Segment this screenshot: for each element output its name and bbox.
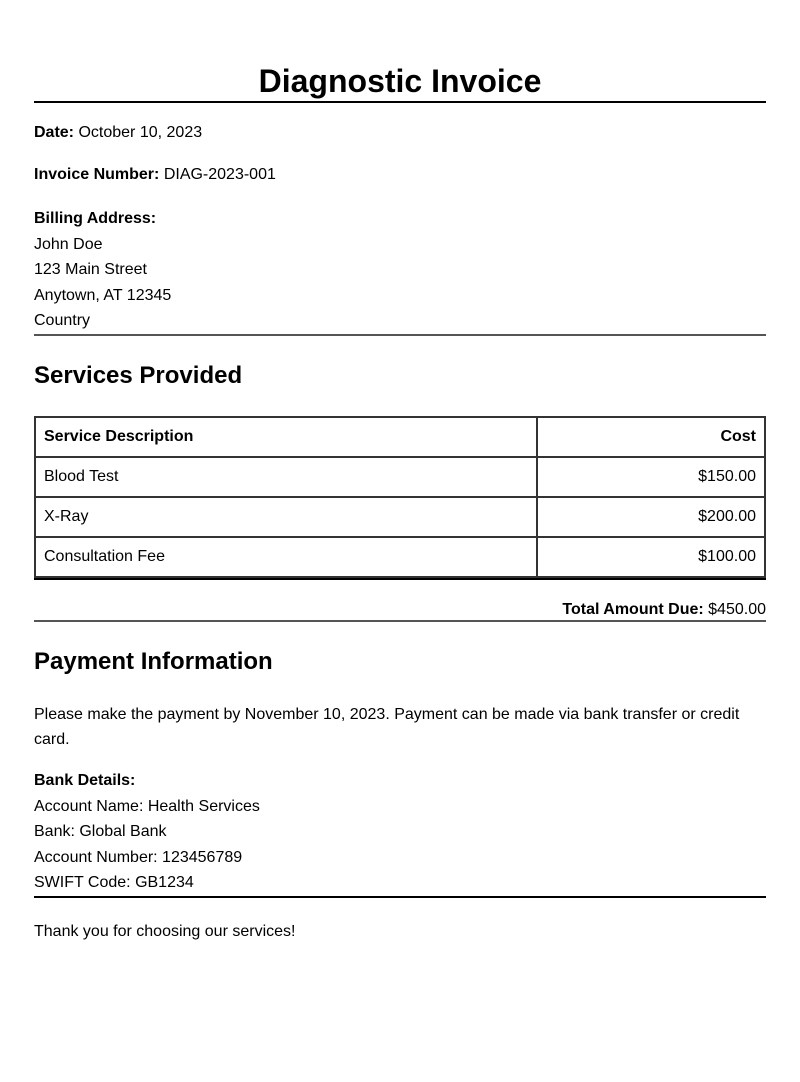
divider — [34, 101, 766, 103]
table-header-row — [35, 417, 765, 457]
divider — [34, 578, 766, 580]
bank-details — [34, 768, 766, 896]
invoice-number — [34, 165, 766, 185]
bank-line: Account Number: 123456789 — [34, 848, 243, 866]
divider — [34, 334, 766, 336]
column-header-cost: Cost — [537, 417, 765, 457]
services-table — [34, 416, 766, 578]
table-row — [35, 457, 765, 497]
table-row — [35, 537, 765, 577]
total-label: Total Amount Due: — [562, 600, 704, 618]
address-line: Country — [34, 312, 91, 330]
thank-you-note: Thank you for choosing our services! — [34, 922, 296, 940]
service-cost: $150.00 — [537, 457, 765, 497]
bank-details-label: Bank Details: — [34, 771, 136, 789]
invoice-number-label: Invoice Number: — [34, 166, 160, 183]
date-value: October 10, 2023 — [78, 124, 203, 141]
address-line: Anytown, AT 12345 — [34, 286, 172, 304]
address-line: John Doe — [34, 235, 103, 253]
service-description: X-Ray — [35, 497, 537, 537]
page-title: Diagnostic Invoice — [258, 63, 542, 99]
bank-line: Bank: Global Bank — [34, 823, 167, 841]
address-line: 123 Main Street — [34, 261, 147, 279]
invoice-number-value: DIAG-2023-001 — [163, 166, 276, 183]
payment-heading: Payment Information — [34, 647, 273, 675]
payment-instructions: Please make the payment by November 10, 2023. Payment can be made via bank transfer or credit card. — [34, 705, 740, 748]
bank-line: SWIFT Code: GB1234 — [34, 874, 194, 892]
service-description: Blood Test — [35, 457, 537, 497]
invoice-date — [34, 123, 766, 143]
services-heading: Services Provided — [34, 361, 243, 389]
divider — [34, 620, 766, 622]
service-cost: $200.00 — [537, 497, 765, 537]
table-row — [35, 497, 765, 537]
service-description: Consultation Fee — [35, 537, 537, 577]
billing-address — [34, 206, 766, 334]
column-header-description: Service Description — [35, 417, 537, 457]
billing-address-label: Billing Address: — [34, 210, 157, 227]
invoice-page — [34, 0, 766, 942]
date-label: Date: — [34, 124, 75, 141]
divider — [34, 896, 766, 898]
total-amount — [34, 600, 766, 620]
bank-line: Account Name: Health Services — [34, 797, 260, 815]
total-value: $450.00 — [708, 600, 766, 618]
service-cost: $100.00 — [537, 537, 765, 577]
